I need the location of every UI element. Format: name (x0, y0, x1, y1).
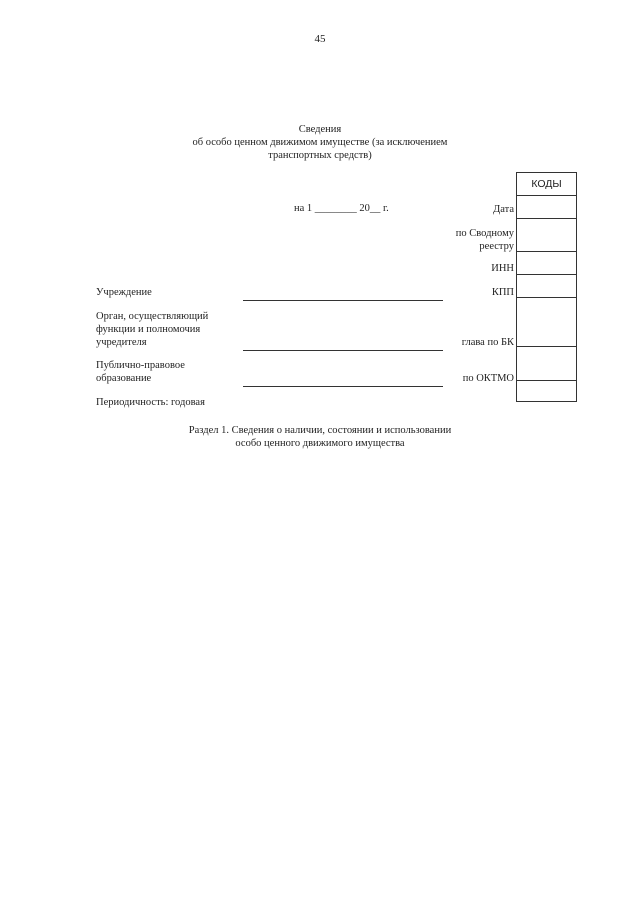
label-kpp: КПП (491, 287, 514, 298)
code-cell-date[interactable] (517, 196, 577, 219)
entity-field-line[interactable] (243, 386, 443, 387)
label-authority-2: функции и полномочия (96, 324, 201, 335)
report-date-line: на 1 ________ 20__ г. (294, 203, 389, 214)
code-cell-kpp[interactable] (517, 275, 577, 298)
label-institution: Учреждение (96, 287, 152, 298)
section-line-1: Раздел 1. Сведения о наличии, состоянии и использовании (188, 425, 452, 436)
authority-field-line[interactable] (243, 350, 443, 351)
codes-header: КОДЫ (517, 173, 577, 196)
label-entity-1: Публично-правовое (96, 360, 185, 371)
label-date: Дата (493, 204, 514, 215)
section-heading (0, 424, 640, 450)
institution-field-line[interactable] (243, 300, 443, 301)
section-line-2: особо ценного движимого имущества (235, 438, 405, 449)
code-cell-oktmo[interactable] (517, 347, 577, 381)
title-line-3: транспортных средств) (268, 150, 372, 161)
label-authority-3: учредителя (96, 337, 147, 348)
label-inn: ИНН (491, 263, 514, 274)
label-authority-1: Орган, осуществляющий (96, 311, 209, 322)
code-cell-periodicity[interactable] (517, 381, 577, 402)
code-cell-registry[interactable] (517, 219, 577, 252)
document-title (0, 123, 640, 162)
page-number: 45 (314, 33, 326, 45)
label-periodicity: Периодичность: годовая (96, 397, 205, 408)
label-entity-2: образование (96, 373, 152, 384)
label-registry-2: реестру (479, 241, 514, 252)
label-oktmo: по ОКТМО (462, 373, 514, 384)
title-line-1: Сведения (298, 124, 342, 135)
label-registry-1: по Сводному (455, 228, 514, 239)
code-cell-bk-chapter[interactable] (517, 298, 577, 347)
label-bk-chapter: глава по БК (461, 337, 514, 348)
code-cell-inn[interactable] (517, 252, 577, 275)
title-line-2: об особо ценном движимом имуществе (за исключением (192, 137, 448, 148)
codes-table (516, 172, 577, 402)
